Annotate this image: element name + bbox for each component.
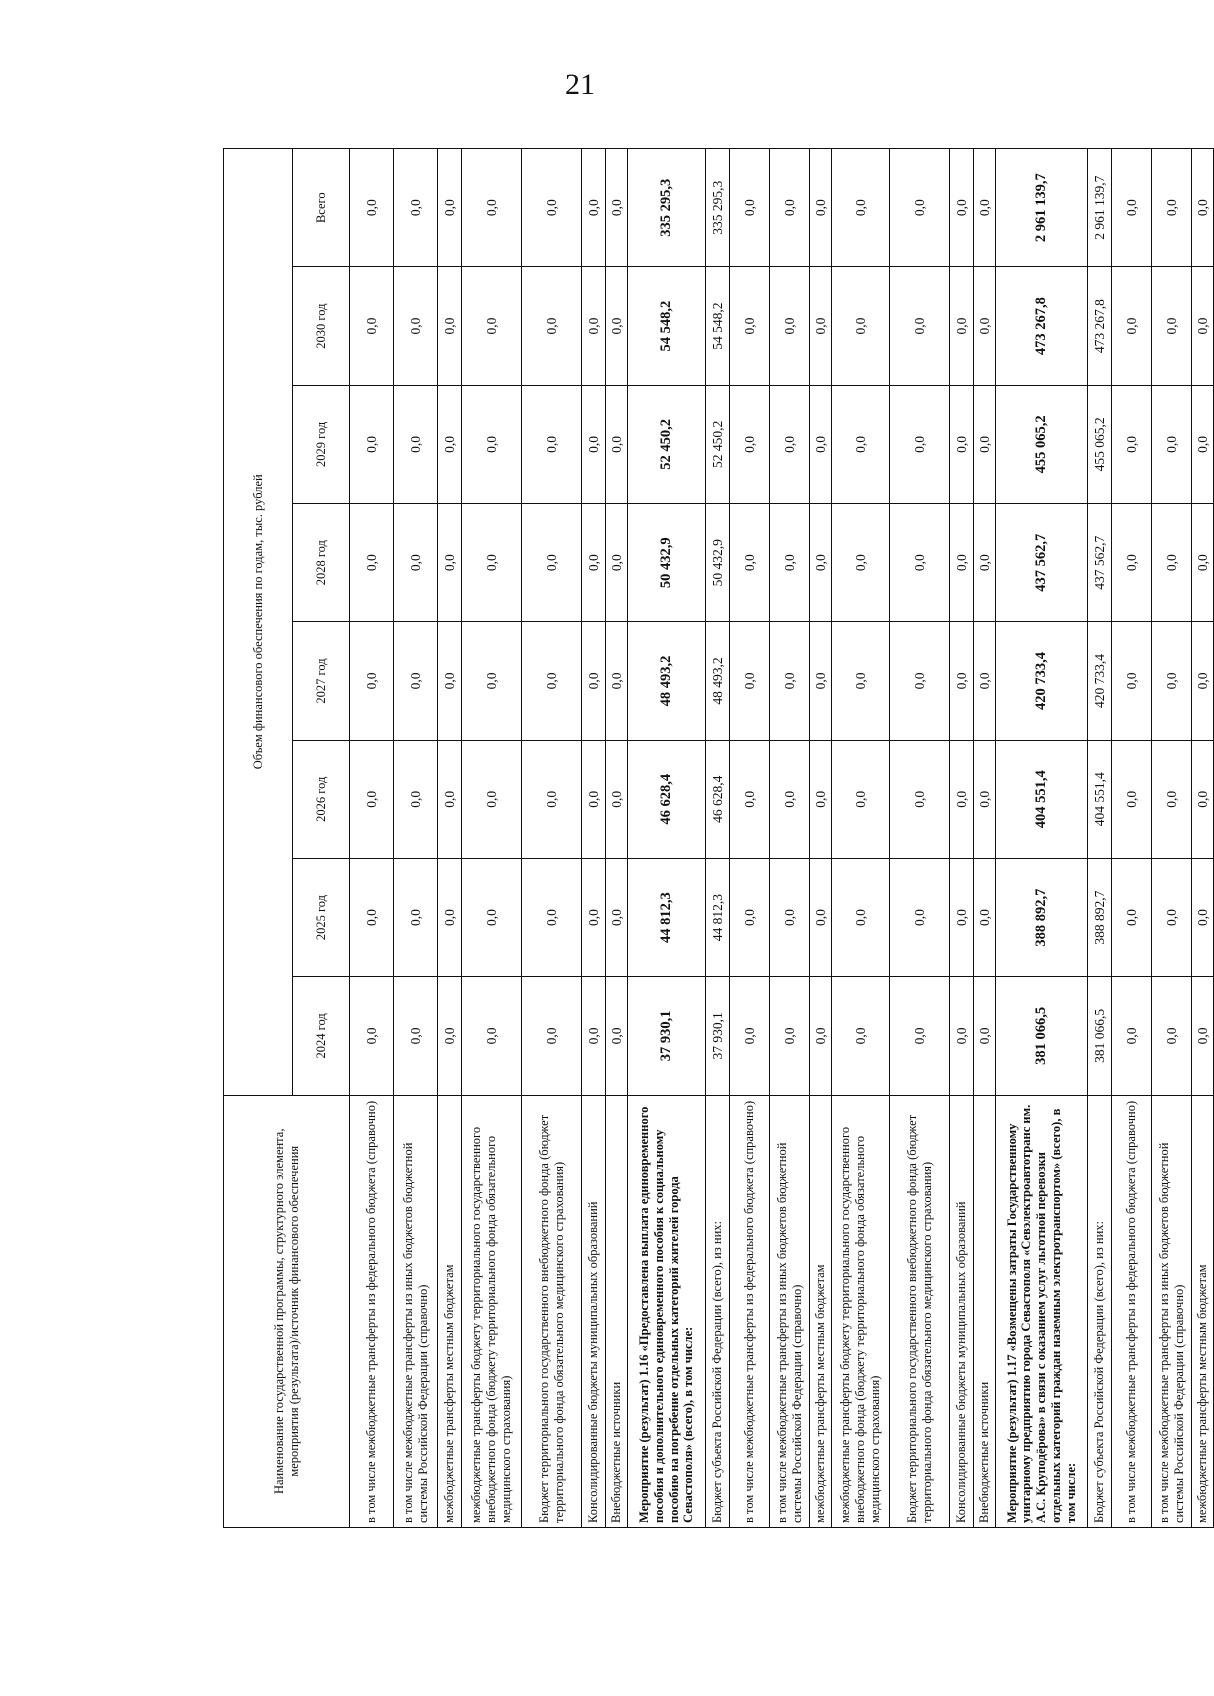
row-label: Мероприятие (результат) 1.16 «Предоставлена выплата единовременного пособия и дополнительного единовременного пособия к социальному пособию на погребение отдельных категорий жителей города Севастополя» (всего), в том числе: — [628, 1095, 706, 1527]
cell-value: 0,0 — [832, 267, 890, 385]
table-row — [1088, 149, 1112, 1528]
row-label: межбюджетные трансферты местным бюджетам — [810, 1095, 832, 1527]
cell-value: 0,0 — [974, 622, 996, 740]
cell-total: 0,0 — [1152, 149, 1192, 267]
row-label: в том числе межбюджетные трансферты из федерального бюджета (справочно) — [730, 1095, 770, 1527]
cell-value: 0,0 — [730, 977, 770, 1095]
cell-value: 0,0 — [950, 385, 974, 503]
cell-value: 0,0 — [890, 385, 950, 503]
cell-value: 0,0 — [832, 385, 890, 503]
cell-total: 0,0 — [1192, 149, 1214, 267]
table-row — [890, 149, 950, 1528]
row-label: в том числе межбюджетные трансферты из иных бюджетов бюджетной системы Российской Федерации (справочно) — [1152, 1095, 1192, 1527]
cell-total: 0,0 — [350, 149, 394, 267]
cell-value: 0,0 — [832, 504, 890, 622]
cell-value: 0,0 — [582, 977, 606, 1095]
page-number: 21 — [565, 68, 595, 101]
cell-total: 0,0 — [606, 149, 628, 267]
cell-value: 0,0 — [1152, 622, 1192, 740]
cell-value: 0,0 — [730, 858, 770, 976]
cell-value: 0,0 — [462, 977, 522, 1095]
cell-value: 0,0 — [1152, 504, 1192, 622]
cell-value: 0,0 — [522, 622, 582, 740]
cell-value: 388 892,7 — [1088, 858, 1112, 976]
cell-value: 0,0 — [1192, 385, 1214, 503]
cell-value: 0,0 — [438, 622, 462, 740]
cell-value: 0,0 — [890, 504, 950, 622]
cell-value: 404 551,4 — [1088, 740, 1112, 858]
cell-value: 0,0 — [950, 622, 974, 740]
cell-value: 50 432,9 — [628, 504, 706, 622]
header-year: 2024 год — [293, 977, 350, 1095]
cell-value: 0,0 — [974, 858, 996, 976]
cell-value: 0,0 — [730, 504, 770, 622]
cell-value: 0,0 — [462, 504, 522, 622]
cell-value: 404 551,4 — [996, 740, 1088, 858]
cell-value: 0,0 — [832, 740, 890, 858]
cell-value: 0,0 — [350, 622, 394, 740]
row-label: в том числе межбюджетные трансферты из федерального бюджета (справочно) — [1112, 1095, 1152, 1527]
cell-value: 0,0 — [810, 622, 832, 740]
table-row — [582, 149, 606, 1528]
cell-value: 0,0 — [770, 740, 810, 858]
cell-value: 0,0 — [770, 622, 810, 740]
cell-value: 0,0 — [1112, 504, 1152, 622]
cell-total: 0,0 — [522, 149, 582, 267]
cell-value: 52 450,2 — [706, 385, 730, 503]
rotated-table-container — [223, 148, 1210, 1528]
row-label: Консолидированные бюджеты муниципальных образований — [582, 1095, 606, 1527]
cell-value: 0,0 — [810, 740, 832, 858]
cell-value: 0,0 — [582, 858, 606, 976]
cell-total: 0,0 — [950, 149, 974, 267]
cell-value: 54 548,2 — [706, 267, 730, 385]
cell-value: 0,0 — [394, 267, 438, 385]
cell-value: 0,0 — [438, 858, 462, 976]
cell-value: 0,0 — [582, 740, 606, 858]
cell-total: 0,0 — [832, 149, 890, 267]
financing-table — [223, 148, 1214, 1528]
cell-total: 0,0 — [582, 149, 606, 267]
cell-value: 0,0 — [438, 740, 462, 858]
header-name-column: Наименование государственной программы, структурного элемента, мероприятия (результата)/источник финансового обеспечения — [224, 1095, 350, 1527]
cell-value: 0,0 — [974, 267, 996, 385]
cell-total: 0,0 — [730, 149, 770, 267]
cell-value: 0,0 — [1192, 267, 1214, 385]
table-row — [522, 149, 582, 1528]
cell-value: 0,0 — [950, 977, 974, 1095]
cell-total: 335 295,3 — [706, 149, 730, 267]
table-row — [996, 149, 1088, 1528]
cell-value: 0,0 — [1112, 977, 1152, 1095]
table-row — [606, 149, 628, 1528]
table-row — [438, 149, 462, 1528]
row-label: Бюджет территориального государственного внебюджетного фонда (бюджет территориального фонда обязательного медицинского страхования) — [890, 1095, 950, 1527]
table-row — [462, 149, 522, 1528]
header-total: Всего — [293, 149, 350, 267]
cell-value: 0,0 — [1152, 858, 1192, 976]
cell-value: 0,0 — [832, 622, 890, 740]
cell-total: 0,0 — [810, 149, 832, 267]
cell-value: 0,0 — [810, 385, 832, 503]
cell-value: 0,0 — [606, 740, 628, 858]
cell-value: 0,0 — [730, 740, 770, 858]
cell-value: 0,0 — [974, 977, 996, 1095]
table-row — [730, 149, 770, 1528]
row-label: межбюджетные трансферты местным бюджетам — [438, 1095, 462, 1527]
cell-value: 381 066,5 — [1088, 977, 1112, 1095]
header-year: 2029 год — [293, 385, 350, 503]
cell-value: 0,0 — [810, 267, 832, 385]
cell-value: 473 267,8 — [996, 267, 1088, 385]
cell-value: 0,0 — [606, 622, 628, 740]
cell-value: 0,0 — [350, 385, 394, 503]
cell-value: 0,0 — [522, 504, 582, 622]
cell-value: 0,0 — [394, 740, 438, 858]
cell-value: 0,0 — [1112, 740, 1152, 858]
cell-value: 0,0 — [974, 504, 996, 622]
cell-value: 0,0 — [1192, 858, 1214, 976]
table-row — [1112, 149, 1152, 1528]
cell-value: 0,0 — [974, 740, 996, 858]
cell-value: 0,0 — [1112, 267, 1152, 385]
cell-value: 0,0 — [890, 858, 950, 976]
cell-total: 0,0 — [438, 149, 462, 267]
cell-value: 0,0 — [522, 977, 582, 1095]
cell-value: 0,0 — [1112, 385, 1152, 503]
cell-value: 0,0 — [606, 267, 628, 385]
cell-value: 381 066,5 — [996, 977, 1088, 1095]
row-label: Консолидированные бюджеты муниципальных образований — [950, 1095, 974, 1527]
cell-value: 0,0 — [1152, 267, 1192, 385]
row-label: в том числе межбюджетные трансферты из федерального бюджета (справочно) — [350, 1095, 394, 1527]
cell-value: 0,0 — [770, 858, 810, 976]
table-row — [350, 149, 394, 1528]
cell-value: 0,0 — [770, 977, 810, 1095]
cell-value: 0,0 — [582, 385, 606, 503]
cell-value: 0,0 — [462, 267, 522, 385]
cell-value: 46 628,4 — [706, 740, 730, 858]
cell-value: 0,0 — [606, 977, 628, 1095]
cell-value: 420 733,4 — [1088, 622, 1112, 740]
cell-value: 0,0 — [810, 858, 832, 976]
cell-value: 48 493,2 — [628, 622, 706, 740]
cell-value: 0,0 — [1192, 977, 1214, 1095]
cell-value: 0,0 — [462, 385, 522, 503]
cell-value: 0,0 — [582, 622, 606, 740]
cell-value: 0,0 — [462, 858, 522, 976]
cell-value: 0,0 — [730, 385, 770, 503]
row-label: Внебюджетные источники — [974, 1095, 996, 1527]
row-label: межбюджетные трансферты бюджету территориального государственного внебюджетного фонда (бюджету территориального фонда обязательного медицинского страхования) — [832, 1095, 890, 1527]
table-row — [770, 149, 810, 1528]
table-row — [706, 149, 730, 1528]
cell-value: 0,0 — [770, 504, 810, 622]
cell-value: 37 930,1 — [706, 977, 730, 1095]
table-body — [350, 149, 1214, 1528]
row-label: межбюджетные трансферты бюджету территориального государственного внебюджетного фонда (бюджету территориального фонда обязательного медицинского страхования) — [462, 1095, 522, 1527]
cell-value: 0,0 — [350, 504, 394, 622]
table-row — [810, 149, 832, 1528]
cell-value: 0,0 — [522, 267, 582, 385]
cell-value: 0,0 — [770, 385, 810, 503]
row-label: Бюджет субъекта Российской Федерации (всего), из них: — [1088, 1095, 1112, 1527]
cell-value: 0,0 — [730, 622, 770, 740]
row-label: Бюджет субъекта Российской Федерации (всего), из них: — [706, 1095, 730, 1527]
cell-total: 0,0 — [462, 149, 522, 267]
cell-value: 0,0 — [1152, 385, 1192, 503]
cell-value: 0,0 — [462, 622, 522, 740]
cell-value: 0,0 — [606, 504, 628, 622]
cell-total: 0,0 — [1112, 149, 1152, 267]
cell-value: 0,0 — [1112, 622, 1152, 740]
cell-value: 0,0 — [606, 385, 628, 503]
cell-value: 44 812,3 — [628, 858, 706, 976]
cell-value: 37 930,1 — [628, 977, 706, 1095]
row-label: межбюджетные трансферты местным бюджетам — [1192, 1095, 1214, 1527]
row-label: в том числе межбюджетные трансферты из иных бюджетов бюджетной системы Российской Федерации (справочно) — [770, 1095, 810, 1527]
cell-value: 0,0 — [832, 977, 890, 1095]
cell-value: 0,0 — [438, 504, 462, 622]
cell-value: 0,0 — [350, 267, 394, 385]
cell-value: 455 065,2 — [996, 385, 1088, 503]
cell-total: 0,0 — [770, 149, 810, 267]
cell-value: 388 892,7 — [996, 858, 1088, 976]
header-year: 2025 год — [293, 858, 350, 976]
cell-value: 0,0 — [950, 740, 974, 858]
cell-value: 0,0 — [438, 977, 462, 1095]
cell-value: 0,0 — [522, 858, 582, 976]
cell-value: 0,0 — [462, 740, 522, 858]
header-year: 2030 год — [293, 267, 350, 385]
cell-value: 0,0 — [770, 267, 810, 385]
cell-value: 0,0 — [1192, 740, 1214, 858]
cell-value: 437 562,7 — [996, 504, 1088, 622]
cell-value: 50 432,9 — [706, 504, 730, 622]
cell-value: 0,0 — [890, 622, 950, 740]
cell-value: 0,0 — [394, 977, 438, 1095]
row-label: Внебюджетные источники — [606, 1095, 628, 1527]
header-volume-title: Объем финансового обеспечения по годам, тыс. рублей — [224, 149, 293, 1096]
cell-value: 0,0 — [522, 385, 582, 503]
row-label: Мероприятие (результат) 1.17 «Возмещены затраты Государственному унитарному предприятию города Севастополя «Севэлектроавтотранс им. А.С. Круподёрова» в связи с оказанием услуг льготной перевозки отдельных категорий граждан наземным электротранспортом» (всего), в том числе: — [996, 1095, 1088, 1527]
cell-value: 0,0 — [950, 858, 974, 976]
cell-value: 0,0 — [950, 504, 974, 622]
cell-value: 0,0 — [350, 740, 394, 858]
cell-value: 420 733,4 — [996, 622, 1088, 740]
cell-total: 335 295,3 — [628, 149, 706, 267]
cell-value: 0,0 — [1152, 977, 1192, 1095]
cell-total: 2 961 139,7 — [1088, 149, 1112, 267]
cell-value: 0,0 — [1192, 504, 1214, 622]
cell-value: 0,0 — [606, 858, 628, 976]
cell-value: 0,0 — [394, 858, 438, 976]
cell-value: 0,0 — [1192, 622, 1214, 740]
table-row — [950, 149, 974, 1528]
cell-total: 2 961 139,7 — [996, 149, 1088, 267]
cell-value: 0,0 — [350, 977, 394, 1095]
cell-value: 0,0 — [974, 385, 996, 503]
cell-value: 0,0 — [832, 858, 890, 976]
cell-total: 0,0 — [974, 149, 996, 267]
cell-value: 0,0 — [810, 977, 832, 1095]
cell-value: 52 450,2 — [628, 385, 706, 503]
cell-value: 473 267,8 — [1088, 267, 1112, 385]
cell-value: 0,0 — [730, 267, 770, 385]
cell-value: 54 548,2 — [628, 267, 706, 385]
cell-value: 0,0 — [394, 385, 438, 503]
header-year: 2028 год — [293, 504, 350, 622]
cell-value: 0,0 — [394, 504, 438, 622]
cell-total: 0,0 — [394, 149, 438, 267]
table-row — [832, 149, 890, 1528]
cell-value: 0,0 — [890, 267, 950, 385]
table-row — [1152, 149, 1192, 1528]
cell-total: 0,0 — [890, 149, 950, 267]
cell-value: 455 065,2 — [1088, 385, 1112, 503]
cell-value: 0,0 — [1152, 740, 1192, 858]
header-year: 2027 год — [293, 622, 350, 740]
cell-value: 0,0 — [1112, 858, 1152, 976]
cell-value: 44 812,3 — [706, 858, 730, 976]
cell-value: 0,0 — [522, 740, 582, 858]
cell-value: 0,0 — [582, 504, 606, 622]
table-row — [394, 149, 438, 1528]
cell-value: 0,0 — [890, 740, 950, 858]
cell-value: 48 493,2 — [706, 622, 730, 740]
cell-value: 0,0 — [350, 858, 394, 976]
cell-value: 0,0 — [890, 977, 950, 1095]
cell-value: 0,0 — [394, 622, 438, 740]
table-row — [628, 149, 706, 1528]
row-label: Бюджет территориального государственного внебюджетного фонда (бюджет территориального фонда обязательного медицинского страхования) — [522, 1095, 582, 1527]
cell-value: 0,0 — [950, 267, 974, 385]
cell-value: 0,0 — [438, 385, 462, 503]
row-label: в том числе межбюджетные трансферты из иных бюджетов бюджетной системы Российской Федерации (справочно) — [394, 1095, 438, 1527]
header-year: 2026 год — [293, 740, 350, 858]
cell-value: 46 628,4 — [628, 740, 706, 858]
cell-value: 0,0 — [810, 504, 832, 622]
cell-value: 437 562,7 — [1088, 504, 1112, 622]
table-row — [1192, 149, 1214, 1528]
table-row — [974, 149, 996, 1528]
cell-value: 0,0 — [582, 267, 606, 385]
cell-value: 0,0 — [438, 267, 462, 385]
